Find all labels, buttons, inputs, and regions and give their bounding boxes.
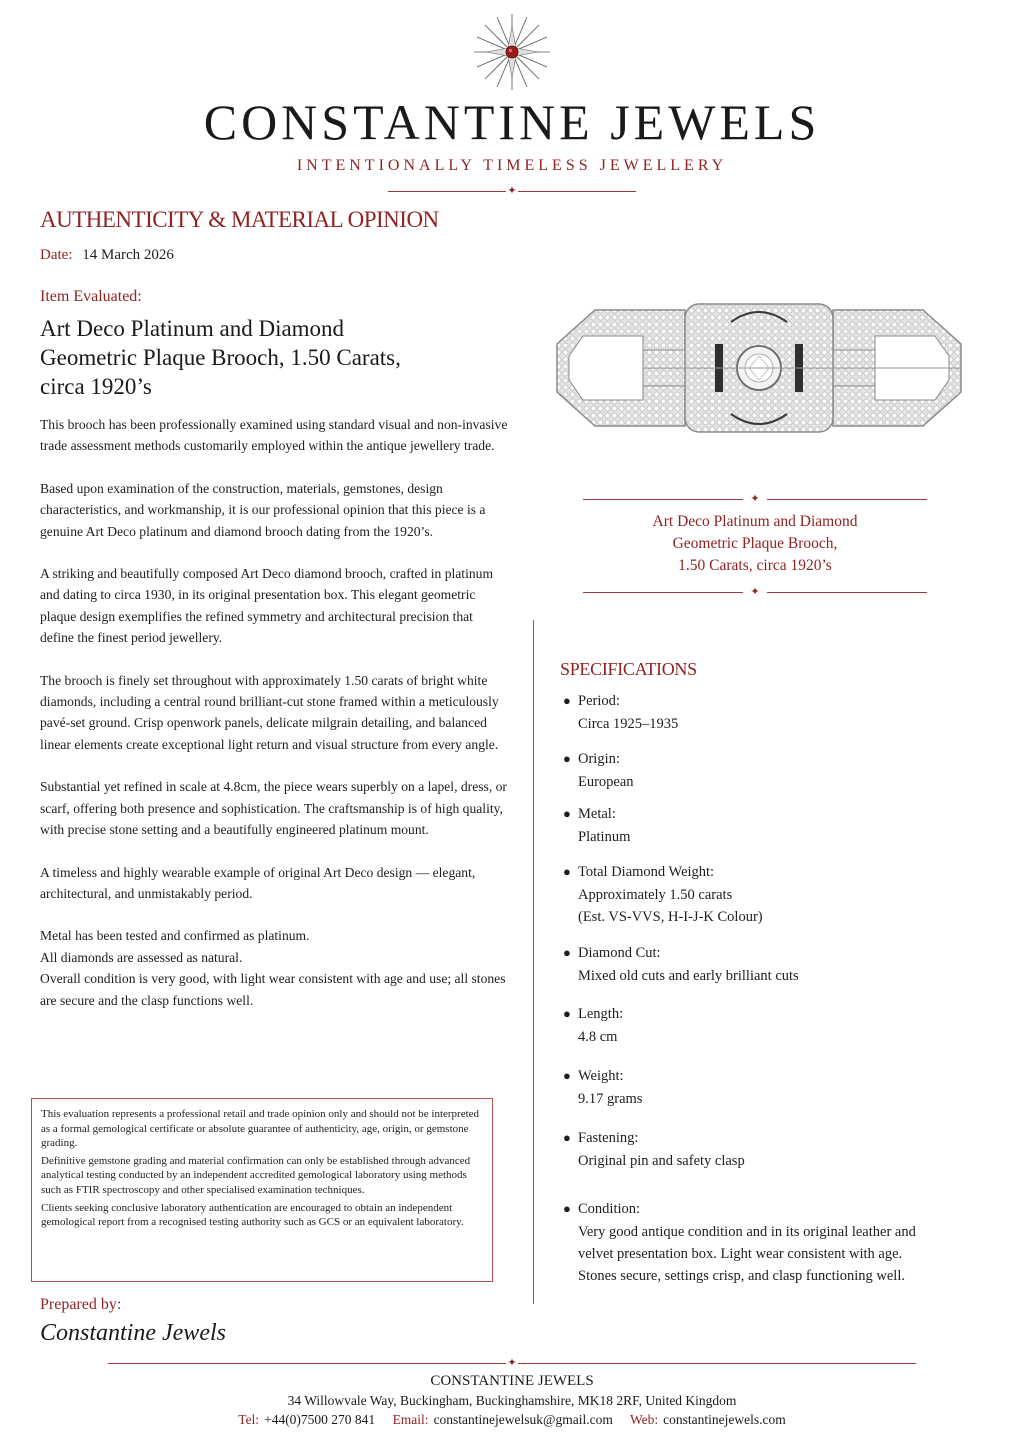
email-label: Email: [392, 1412, 429, 1427]
body-paragraph: Substantial yet refined in scale at 4.8cm, the piece wears superbly on a lapel, dress, or scarf, offering both presence and sophistication. The craftsmanship is of high quality, with precise stone setting and a beautifully engineered platinum mount. [40, 779, 507, 838]
footer-divider [108, 1357, 916, 1370]
spec-label: Metal: [578, 806, 616, 822]
spec-label: Length: [578, 1006, 624, 1022]
signature: Constantine Jewels [40, 1320, 226, 1346]
spec-label: Condition: [578, 1201, 641, 1217]
date-value: 14 March 2026 [82, 247, 174, 263]
ornament-icon: ✦ [507, 185, 517, 197]
footer-contact [0, 1412, 1024, 1428]
tel-label: Tel: [238, 1412, 260, 1427]
caption-divider-top [583, 493, 927, 506]
item-evaluated-label: Item Evaluated: [40, 288, 142, 305]
body-paragraph: A timeless and highly wearable example of original Art Deco design — elegant, architectural, and unmistakably period. [40, 864, 476, 901]
footer-email[interactable]: constantinejewelsuk@gmail.com [433, 1412, 613, 1427]
evaluation-body [40, 414, 510, 1011]
spec-value: Platinum [578, 829, 631, 845]
bullet-icon: ● [563, 1068, 571, 1083]
body-paragraph: This brooch has been professionally examined using standard visual and non-invasive trade assessment methods customarily employed within the antique jewellery trade. [40, 417, 508, 454]
item-name [40, 314, 500, 401]
footer-address: 34 Willowvale Way, Buckingham, Buckinghamshire, MK18 2RF, United Kingdom [287, 1393, 737, 1408]
bullet-icon: ● [563, 751, 571, 766]
body-line: All diamonds are assessed as natural. [40, 949, 243, 965]
spec-value-line: velvet presentation box. Light wear consistent with age. [578, 1246, 903, 1262]
spec-value-line: Very good antique condition and in its original leather and [578, 1224, 916, 1240]
document-title: AUTHENTICITY & MATERIAL OPINION [40, 207, 439, 232]
disclaimer-paragraph: Definitive gemstone grading and material confirmation can only be established through advanced analytical testing conducted by an independent accredited gemological laboratory using methods such as FTIR spectroscopy and other specialised examination techniques. [41, 1154, 471, 1196]
body-line: Overall condition is very good, with light wear consistent with age and use; all stones are secure and the clasp functions well. [40, 971, 506, 1008]
ornament-icon: ✦ [750, 586, 760, 598]
brand-tagline: INTENTIONALLY TIMELESS JEWELLERY [296, 157, 728, 174]
column-divider [533, 620, 534, 1304]
spec-label: Diamond Cut: [578, 945, 661, 961]
item-name-line: Art Deco Platinum and Diamond [40, 316, 345, 341]
bullet-icon: ● [563, 1006, 571, 1021]
brand-name: CONSTANTINE JEWELS [203, 94, 821, 150]
body-paragraph: A striking and beautifully composed Art Deco diamond brooch, crafted in platinum and dating to circa 1930, in its original presentation box. This elegant geometric plaque design exemplifies the refined symmetry and architectural precision that define the finest period jewellery. [40, 566, 494, 646]
spec-value: European [578, 774, 634, 790]
header-divider [388, 185, 636, 198]
ornament-icon: ✦ [507, 1357, 517, 1369]
bullet-icon: ● [563, 806, 571, 821]
caption-line: Art Deco Platinum and Diamond [652, 513, 858, 530]
caption-divider-bottom [583, 586, 927, 599]
body-line: Metal has been tested and confirmed as platinum. [40, 928, 310, 944]
footer-web[interactable]: constantinejewels.com [663, 1412, 786, 1427]
spec-value [578, 884, 978, 928]
spec-value: Mixed old cuts and early brilliant cuts [578, 968, 799, 984]
spec-value-line: (Est. VS-VVS, H-I-J-K Colour) [578, 909, 763, 925]
spec-value [578, 1221, 978, 1287]
spec-value: Circa 1925–1935 [578, 716, 679, 732]
spec-label: Fastening: [578, 1130, 639, 1146]
bullet-icon: ● [563, 693, 571, 708]
document-date [40, 247, 174, 264]
spec-value-line: Stones secure, settings crisp, and clasp functioning well. [578, 1268, 905, 1284]
spec-label: Total Diamond Weight: [578, 864, 715, 880]
body-paragraph: The brooch is finely set throughout with approximately 1.50 carats of bright white diamonds, including a central round brilliant-cut stone framed within a meticulously pavé-set ground. Crisp openwork panels, delicate milgrain detailing, and balanced linear elements create exceptional light return and visual structure from every angle. [40, 672, 499, 752]
spec-value-line: Approximately 1.50 carats [578, 887, 733, 903]
disclaimer-paragraph: This evaluation represents a professional retail and trade opinion only and should not be interpreted as a formal gemological certificate or absolute guarantee of authenticity, age, origin, or gemstone grading. [41, 1108, 480, 1150]
spec-label: Period: [578, 693, 620, 709]
bullet-icon: ● [563, 945, 571, 960]
body-paragraph: Based upon examination of the construction, materials, gemstones, design characteristics, and workmanship, it is our professional opinion that this piece is a genuine Art Deco platinum and diamond brooch dating from the 1920’s. [40, 480, 486, 539]
specifications-title: SPECIFICATIONS [560, 659, 697, 679]
spec-value: 9.17 grams [578, 1091, 643, 1107]
item-name-line: Geometric Plaque Brooch, 1.50 Carats, [40, 345, 401, 370]
spec-value: 4.8 cm [578, 1029, 618, 1045]
web-label: Web: [629, 1412, 659, 1427]
prepared-by-label: Prepared by: [40, 1296, 122, 1313]
item-name-line: circa 1920’s [40, 374, 152, 399]
star-logo-icon [472, 12, 552, 92]
disclaimer-box [31, 1098, 493, 1282]
bullet-icon: ● [563, 1201, 571, 1216]
bullet-icon: ● [563, 1130, 571, 1145]
ornament-icon: ✦ [750, 493, 760, 505]
spec-label: Origin: [578, 751, 620, 767]
image-caption [585, 511, 925, 577]
caption-line: Geometric Plaque Brooch, [672, 535, 838, 552]
disclaimer-paragraph: Clients seeking conclusive laboratory authentication are encouraged to obtain an independent gemological report from a recognised testing authority such as GCS or an equivalent laboratory. [41, 1201, 464, 1229]
caption-line: 1.50 Carats, circa 1920’s [678, 557, 832, 574]
date-label: Date: [40, 247, 73, 263]
bullet-icon: ● [563, 864, 571, 879]
spec-value: Original pin and safety clasp [578, 1153, 745, 1169]
spec-label: Weight: [578, 1068, 624, 1084]
footer-company: CONSTANTINE JEWELS [430, 1373, 594, 1389]
brooch-image [555, 300, 963, 436]
footer-tel[interactable]: +44(0)7500 270 841 [264, 1412, 376, 1427]
